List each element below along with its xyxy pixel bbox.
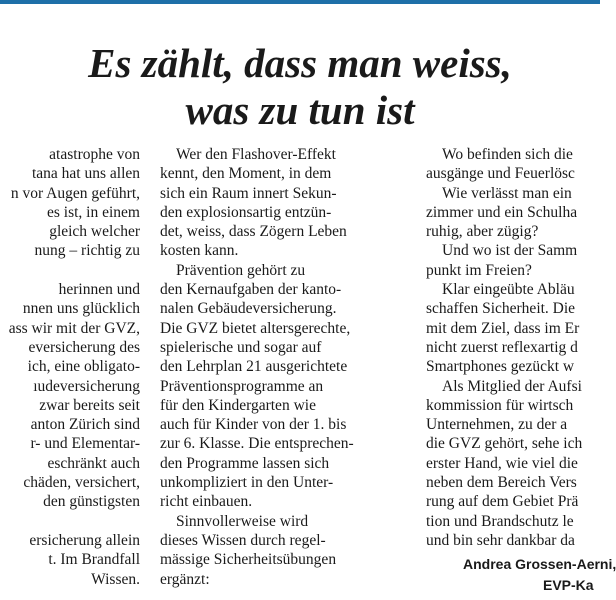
text-line: Wie verlässt man ein <box>442 184 572 202</box>
text-line: punkt im Freien? <box>426 261 532 279</box>
text-line <box>0 512 140 531</box>
text-line: mässige Sicherheitsübungen <box>160 551 337 569</box>
text-line: nnen uns glücklich <box>22 300 140 318</box>
text-line: den Kernaufgaben der kanto- <box>160 281 342 299</box>
text-line: atastrophe von <box>49 146 140 163</box>
text-line: dieses Wissen durch regel- <box>160 531 326 549</box>
text-line: es ist, in einem <box>47 203 140 221</box>
text-line: Unternehmen, zu der a <box>426 416 568 434</box>
author-party: EVP-Ka <box>543 577 594 593</box>
text-line: ersicherung allein <box>29 531 140 549</box>
text-line: unkompliziert in den Unter- <box>160 474 334 492</box>
text-line: ruhig, aber zügig? <box>426 223 539 241</box>
text-line: den günstigsten <box>43 493 140 511</box>
text-line: zimmer und ein Schulha <box>426 203 578 221</box>
text-line: t. Im Brandfall <box>48 551 140 569</box>
article-column-1 <box>0 145 140 589</box>
text-line: herinnen und <box>58 281 140 299</box>
text-line: zur 6. Klasse. Die entsprechen- <box>160 435 354 453</box>
text-line: anton Zürich sind <box>30 416 140 434</box>
text-line: nalen Gebäudeversicherung. <box>160 300 337 318</box>
headline-line-2: was zu tun ist <box>185 87 415 133</box>
text-line: eschränkt auch <box>47 454 140 472</box>
text-line: Wo befinden sich die <box>442 146 573 163</box>
text-line: für den Kindergarten wie <box>160 396 316 414</box>
text-line: mit dem Ziel, dass im Er <box>426 319 580 337</box>
text-line: gleich welcher <box>49 223 140 241</box>
top-rule <box>0 0 600 4</box>
text-line: die GVZ gehört, sehe ich <box>426 435 583 453</box>
text-line: Als Mitglied der Aufsi <box>442 377 582 395</box>
text-line: zwar bereits seit <box>39 396 140 414</box>
headline <box>0 40 600 134</box>
article-column-2 <box>160 145 398 589</box>
text-line: eversicherung des <box>28 338 140 356</box>
text-line: Wer den Flashover-Effekt <box>176 146 336 163</box>
text-line: Wissen. <box>91 570 140 588</box>
text-line: Prävention gehört zu <box>176 261 306 279</box>
text-line: rung auf dem Gebiet Prä <box>426 493 579 511</box>
text-line: ass wir mit der GVZ, <box>8 319 140 337</box>
text-line: kennt, den Moment, in dem <box>160 165 332 183</box>
author-name: Andrea Grossen-Aerni, <box>463 556 616 572</box>
text-line: den Lehrplan 21 ausgerichtete <box>160 358 348 376</box>
text-line: n vor Augen geführt, <box>10 184 140 202</box>
text-line: nicht zuerst reflexartig d <box>426 338 578 356</box>
text-line: kommission für wirtsch <box>426 396 574 414</box>
text-line: richt einbauen. <box>160 493 253 511</box>
text-line <box>0 261 140 280</box>
text-line: erster Hand, wie viel die <box>426 454 578 472</box>
text-line: auch für Kinder von der 1. bis <box>160 416 347 434</box>
article-column-3 <box>426 145 600 550</box>
text-line: tana hat uns allen <box>31 165 140 183</box>
text-line: neben dem Bereich Vers <box>426 474 577 492</box>
text-line: Und wo ist der Samm <box>442 242 578 260</box>
text-line: nung – richtig zu <box>34 242 140 260</box>
text-line: tion und Brandschutz le <box>426 512 574 530</box>
text-line: den Programme lassen sich <box>160 454 330 472</box>
text-line: spielerische und sogar auf <box>160 338 322 356</box>
text-line: det, weiss, dass Zögern Leben <box>160 223 347 241</box>
text-line: ich, eine obligato- <box>27 358 140 376</box>
text-line: Die GVZ bietet altersgerechte, <box>160 319 351 337</box>
headline-line-1: Es zählt, dass man weiss, <box>88 40 512 86</box>
text-line: den explosionsartig entzün- <box>160 203 332 221</box>
text-line: Präventionsprogramme an <box>160 377 324 395</box>
text-line: Sinnvollerweise wird <box>176 512 309 530</box>
text-line: ausgänge und Feuerlösc <box>426 165 575 183</box>
text-line: Smartphones gezückt w <box>426 358 575 376</box>
text-line: und bin sehr dankbar da <box>426 531 575 549</box>
text-line: chäden, versichert, <box>23 474 140 492</box>
text-line: sich ein Raum innert Sekun- <box>160 184 337 202</box>
text-line: Klar eingeübte Abläu <box>442 281 575 299</box>
text-line: ergänzt: <box>160 570 210 588</box>
text-line: schaffen Sicherheit. Die <box>426 300 576 318</box>
text-line: ıudeversicherung <box>33 377 140 395</box>
text-line: r- und Elementar- <box>30 435 140 453</box>
text-line: kosten kann. <box>160 242 239 260</box>
